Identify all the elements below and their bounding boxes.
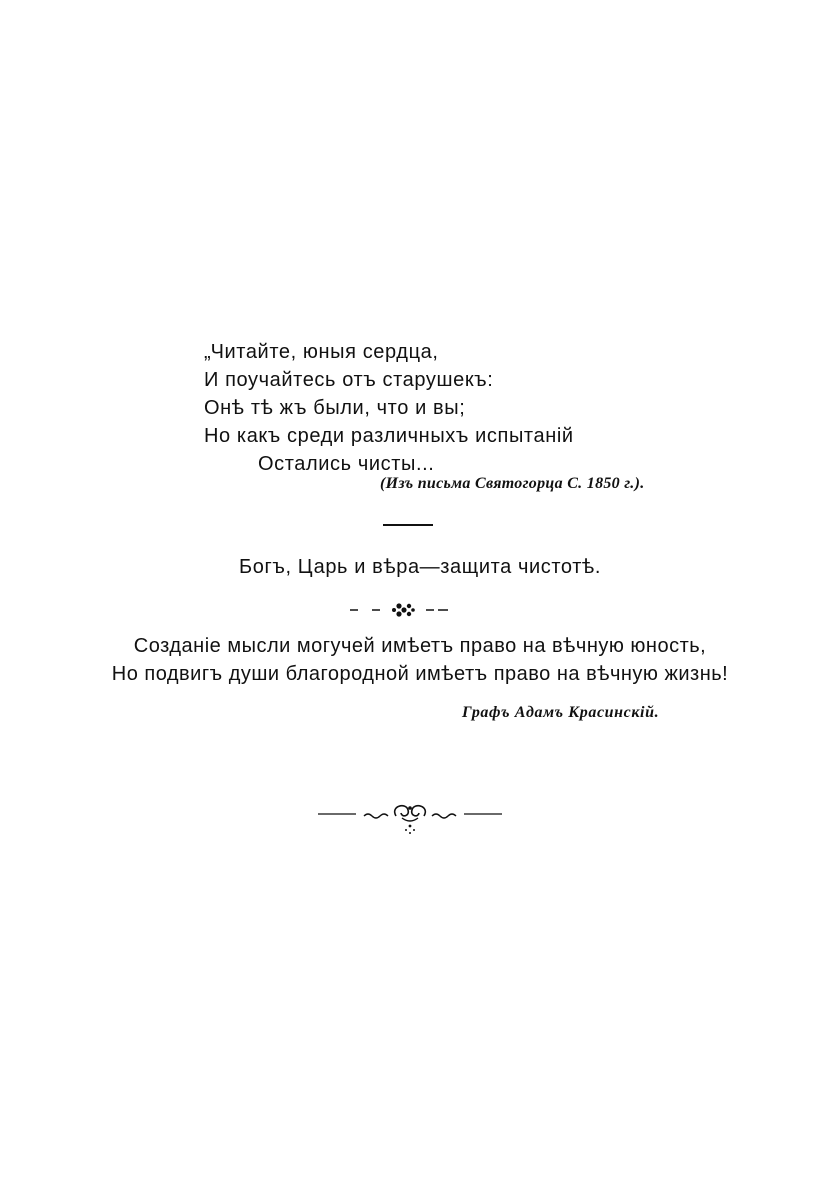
verse-source-citation: (Изъ письма Святогорца С. 1850 г.).	[380, 475, 645, 492]
fleuron-divider-icon	[346, 600, 456, 620]
short-rule-divider	[383, 524, 433, 526]
krasinski-quote	[0, 632, 840, 688]
scroll-tailpiece-icon	[318, 800, 502, 836]
verse-line-3: Онѣ тѣ жъ были, что и вы;	[204, 397, 466, 419]
epigraph-verse	[204, 338, 574, 478]
quote-author: Графъ Адамъ Красинскій.	[462, 704, 660, 721]
motto-line: Богъ, Царь и вѣра—защита чистотѣ.	[239, 556, 601, 578]
verse-line-1: „Читайте, юныя сердца,	[204, 341, 439, 363]
verse-line-2: И поучайтесь отъ старушекъ:	[204, 369, 494, 391]
verse-line-5: Остались чисты...	[258, 453, 435, 475]
quote-line-1: Созданіе мысли могучей имѣетъ право на вѣчную юность,	[133, 635, 707, 657]
quote-line-2: Но подвигъ души благородной имѣетъ право на вѣчную жизнь!	[111, 663, 729, 685]
verse-line-4: Но какъ среди различныхъ испытаній	[204, 425, 574, 447]
